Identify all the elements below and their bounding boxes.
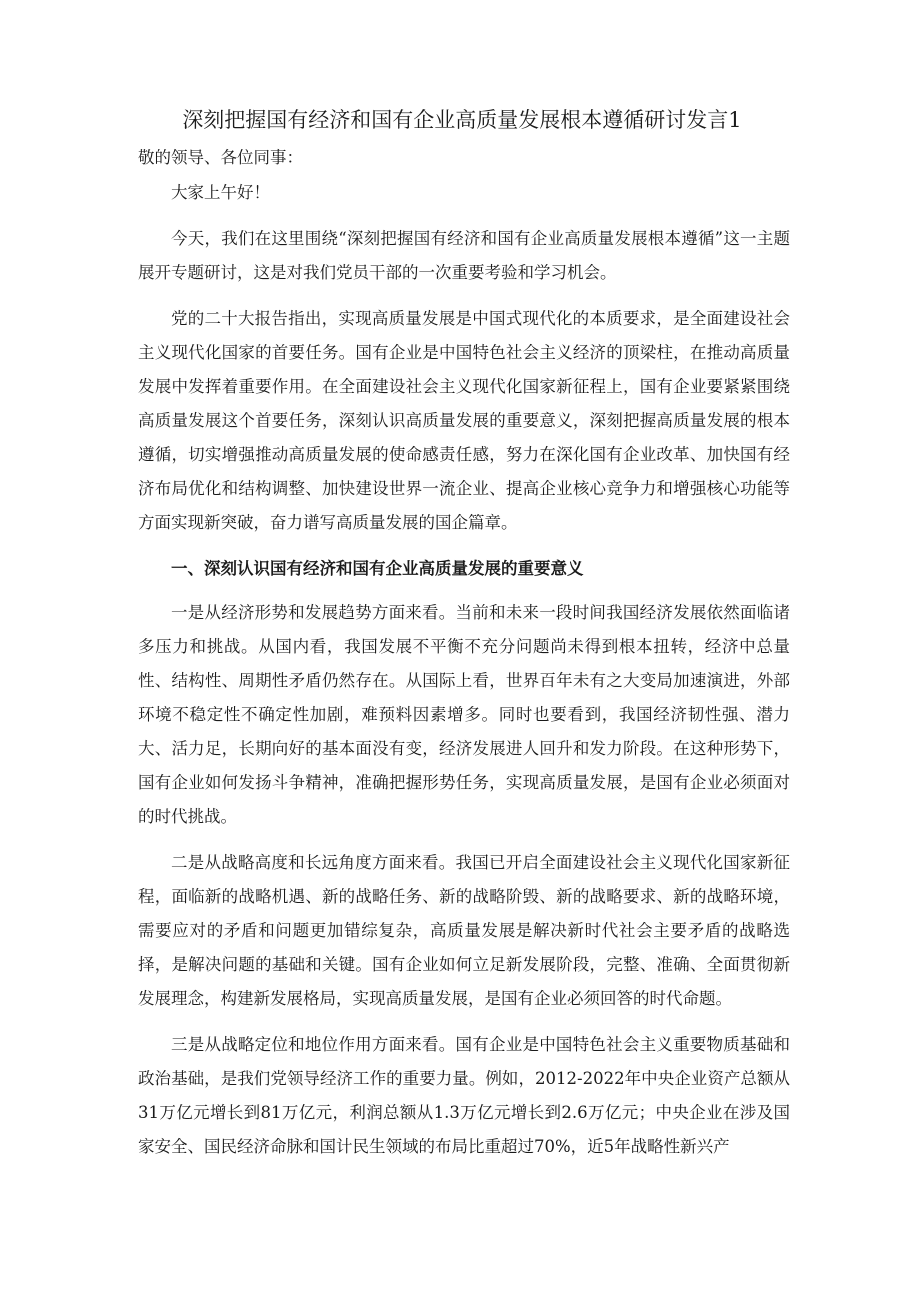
document-body bbox=[138, 176, 790, 1176]
paragraph-point-2: 二是从战略高度和长远角度方面来看。我国已开启全面建设社会主义现代化国家新征程，面临新的战略机遇、新的战略任务、新的战略阶毁、新的战略要求、新的战略环境，需要应对的矛盾和问题更加错综复杂，高质量发展是解决新时代社会主要矛盾的战略选择，是解决问题的基础和关键。国有企业如何立足新发展阶段，完整、准确、全面贯彻新发展理念，构建新发展格局，实现高质量发展，是国有企业必须回答的时代命题。 bbox=[138, 853, 790, 1008]
paragraph-intro: 今天，我们在这里围绕“深刻把握国有经济和国有企业高质量发展根本遵循”这一主题展开专题研讨，这是对我们党员干部的一次重要考验和学习机会。 bbox=[138, 229, 790, 282]
paragraph-report: 党的二十大报告指出，实现高质量发展是中国式现代化的本质要求，是全面建设社会主义现代化国家的首要任务。国有企业是中国特色社会主义经济的顶梁柱，在推动高质量发展中发挥着重要作用。在全面建设社会主义现代化国家新征程上，国有企业要紧紧围绕高质量发展这个首要任务，深刻认识高质量发展的重要意义，深刻把握高质量发展的根本遵循，切实增强推动高质量发展的使命感责任感，努力在深化国有企业改革、加快国有经济布局优化和结构调整、加快建设世界一流企业、提高企业核心竞争力和增强核心功能等方面实现新突破，奋力谱写高质量发展的国企篇章。 bbox=[138, 309, 790, 532]
greeting: 大家上午好！ bbox=[171, 183, 270, 202]
paragraph-point-3: 三是从战略定位和地位作用方面来看。国有企业是中国特色社会主义重要物质基础和政治基础，是我们党领导经济工作的重要力量。例如，2012-2022年中央企业资产总额从31万亿元增长到81万亿元，利润总额从1.3万亿元增长到2.6万亿元；中央企业在涉及国家安全、国民经济命脉和国计民生领域的布局比重超过70%，近5年战略性新兴产 bbox=[138, 1035, 790, 1156]
salutation: 敬的领导、各位同事： bbox=[138, 148, 303, 167]
paragraph-point-1: 一是从经济形势和发展趋势方面来看。当前和未来一段时间我国经济发展依然面临诸多压力和挑战。从国内看，我国发展不平衡不充分问题尚未得到根本扭转，经济中总量性、结构性、周期性矛盾仍然存在。从国际上看，世界百年未有之大变局加速演进，外部环境不稳定性不确定性加剧，难预料因素增多。同时也要看到，我国经济韧性强、潜力大、活力足，长期向好的基本面没有变，经济发展进人回升和发力阶段。在这种形势下，国有企业如何发扬斗争精神，准确把握形势任务，实现高质量发展，是国有企业必须面对的时代挑战。 bbox=[138, 603, 790, 826]
document-title: 深刻把握国有经济和国有企业高质量发展根本遵循研讨发言1 bbox=[182, 108, 742, 132]
section-heading-1: 一、深刻认识国有经济和国有企业高质量发展的重要意义 bbox=[171, 559, 584, 578]
